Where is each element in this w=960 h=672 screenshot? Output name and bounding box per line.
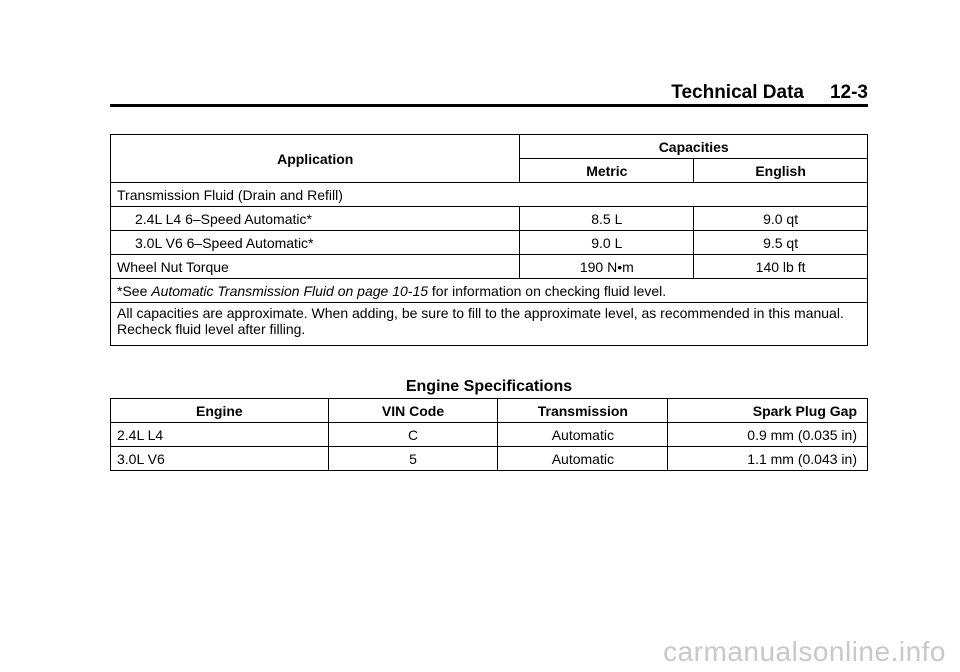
- cell-english: 9.0 qt: [694, 207, 868, 231]
- header-metric: Metric: [520, 159, 694, 183]
- header-rule: [110, 104, 868, 107]
- table-row: [111, 207, 868, 231]
- cell-vin: C: [328, 423, 498, 447]
- table-row: [111, 255, 868, 279]
- footnote-cell: [111, 279, 868, 303]
- page-number: 12-3: [829, 82, 868, 103]
- engine-specs-title: Engine Specifications: [405, 378, 573, 395]
- engine-specs-table: [110, 398, 868, 471]
- cell-vin: 5: [328, 447, 498, 471]
- cell-engine: 3.0L V6: [111, 447, 329, 471]
- header-spark-plug-gap: Spark Plug Gap: [668, 399, 868, 423]
- footnote-prefix: *See: [117, 282, 152, 299]
- header-vin-code: VIN Code: [328, 399, 498, 423]
- capacity-note: All capacities are approximate. When adding, be sure to fill to the approximate level, as recommended in this manual. Recheck fluid level after filling.: [111, 303, 868, 346]
- cell-application: 2.4L L4 6–Speed Automatic*: [111, 207, 520, 231]
- header-engine: Engine: [111, 399, 329, 423]
- cell-gap: 1.1 mm (0.043 in): [668, 447, 868, 471]
- cell-metric: 190 N•m: [520, 255, 694, 279]
- cell-transmission: Automatic: [498, 447, 668, 471]
- table-row: [111, 183, 868, 207]
- cell-application: Wheel Nut Torque: [111, 255, 520, 279]
- footnote-suffix: for information on checking fluid level.: [428, 282, 667, 299]
- cell-transmission: Automatic: [498, 423, 668, 447]
- footnote-reference: Automatic Transmission Fluid on page 10-15: [151, 282, 429, 299]
- cell-application: 3.0L V6 6–Speed Automatic*: [111, 231, 520, 255]
- header-transmission: Transmission: [498, 399, 668, 423]
- section-row-transmission-fluid: Transmission Fluid (Drain and Refill): [111, 183, 868, 207]
- table-row: [111, 279, 868, 303]
- capacities-table: [110, 134, 868, 346]
- cell-engine: 2.4L L4: [111, 423, 329, 447]
- cell-gap: 0.9 mm (0.035 in): [668, 423, 868, 447]
- header-english: English: [694, 159, 868, 183]
- table-row: [111, 423, 868, 447]
- cell-metric: 9.0 L: [520, 231, 694, 255]
- cell-metric: 8.5 L: [520, 207, 694, 231]
- table-row: [111, 447, 868, 471]
- watermark: carmanualsonline.info: [663, 636, 946, 667]
- header-capacities: Capacities: [520, 135, 868, 159]
- header-application: Application: [111, 135, 520, 183]
- cell-english: 9.5 qt: [694, 231, 868, 255]
- cell-english: 140 lb ft: [694, 255, 868, 279]
- table-row: [111, 303, 868, 346]
- table-row: [111, 231, 868, 255]
- section-title: Technical Data: [671, 82, 804, 103]
- page-header: [671, 82, 868, 104]
